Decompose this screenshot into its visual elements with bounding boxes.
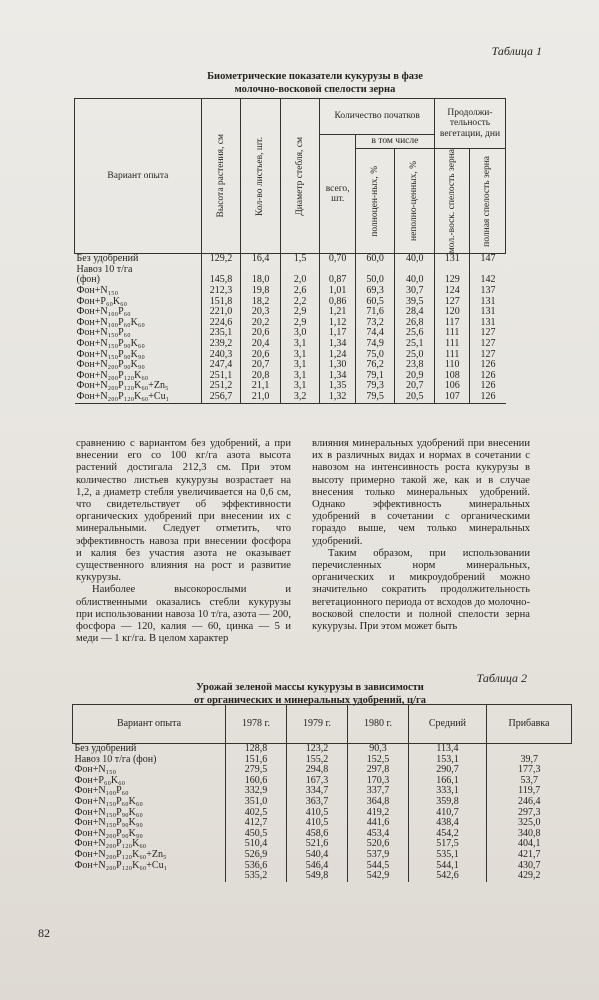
t1-cell-p: 131 bbox=[470, 307, 506, 318]
t1-cell-m: 124 bbox=[434, 286, 469, 297]
t2-cell: 297,3 bbox=[486, 808, 571, 819]
t1-cell-p: 126 bbox=[470, 381, 506, 392]
t1-cell-m: 120 bbox=[434, 307, 469, 318]
t1-row-variant: Фон+N₁₅₀P₆₀ bbox=[76, 327, 131, 339]
t2-row-variant: Фон+N₂₀₀P₁₂₀K₆₀ bbox=[74, 838, 147, 850]
paragraph: Таким образом, при использовании перечисленных норм минеральных, органических и микроудобрений можно значительно сократить продолжительность вегетационного периода от всходов до молочно-восковой спелости и полной спелости зерна кукурузы. При этом может быть bbox=[312, 547, 530, 633]
t2-cell: 544,1 bbox=[409, 861, 487, 872]
t1-row-variant: Фон+N₁₅₀P₉₀K₉₀ bbox=[76, 348, 145, 360]
t1-cell-f: 76,2 bbox=[355, 360, 395, 371]
t1-cell-h: 247,4 bbox=[201, 360, 241, 371]
t1-cell-p: 131 bbox=[470, 297, 506, 308]
t1-row-variant: Фон+N₁₅₀P₉₀K₆₀ bbox=[76, 338, 145, 349]
t1-cell-l: 20,3 bbox=[241, 307, 281, 318]
t1-row-variant: Фон+N₁₀₀P₆₀K₆₀ bbox=[76, 316, 145, 328]
t1-cell-l: 21,0 bbox=[241, 392, 281, 403]
t2-cell: 438,4 bbox=[409, 818, 487, 829]
t1-cell-f: 60,5 bbox=[355, 297, 395, 308]
t1-cell-p: 126 bbox=[470, 371, 506, 382]
t1-header-including: в том числе bbox=[355, 135, 434, 149]
t2-cell: 410,7 bbox=[409, 808, 487, 819]
t2-cell: 404,1 bbox=[486, 839, 571, 850]
t1-cell-m: 111 bbox=[434, 350, 469, 361]
t1-header-height: Высота растения, см bbox=[201, 99, 241, 254]
t2-header-1980: 1980 г. bbox=[348, 705, 409, 744]
t1-cell-h: 235,1 bbox=[201, 328, 241, 339]
t1-cell-i: 25,1 bbox=[395, 339, 435, 350]
table2-yield bbox=[72, 704, 572, 882]
t2-cell: 167,3 bbox=[287, 776, 348, 787]
t1-cell-f: 79,5 bbox=[355, 392, 395, 403]
t1-cell-m: 129 bbox=[434, 275, 469, 286]
t2-cell: 246,4 bbox=[486, 797, 571, 808]
t1-cell-d: 2,2 bbox=[280, 297, 320, 308]
paragraph: влияния минеральных удобрений при внесении их в различных видах и нормах в сочетании с навозом на интенсивность роста кукурузы в высоту примерно такой же, как и в случае внесения только минеральных удобрений. Однако эффективность минеральных удобрений в сочетании с органическими гораздо выше, чем только минеральных удобрений. bbox=[312, 438, 530, 547]
t1-cell-h: 256,7 bbox=[201, 392, 241, 403]
t2-cell: 542,9 bbox=[348, 871, 409, 882]
t1-cell-d: 2,6 bbox=[280, 286, 320, 297]
t1-cell-i: 26,8 bbox=[395, 318, 435, 329]
paragraph: сравнению с вариантом без удобрений, а при внесении его со 100 кг/га азота высота растений достигала 212,3 см. При этом количество листьев кукурузы возрастает на 1,2, а диаметр стебля увеличивается на 0,6 см, что свидетельствует об эффективности органических удобрений при внесении их с минеральными. Следует отметить, что эффективность навоза при внесении фосфора и калия без участия азота не оказывает существенного влияния на рост и развитие кукурузы. bbox=[76, 438, 291, 584]
t1-header-milk: мол.-воск. спелость зерна bbox=[434, 149, 469, 254]
table-row bbox=[75, 265, 506, 276]
t1-cell-d: 3,2 bbox=[280, 392, 320, 403]
t2-cell: 363,7 bbox=[287, 797, 348, 808]
t1-cell-m: 111 bbox=[434, 328, 469, 339]
t2-cell: 535,2 bbox=[226, 871, 287, 882]
table2-caption-line1: Урожай зеленой массы кукурузы в зависимости bbox=[196, 682, 424, 693]
t1-cell-f: 75,0 bbox=[355, 350, 395, 361]
t2-cell: 170,3 bbox=[348, 776, 409, 787]
t1-cell-p: 126 bbox=[470, 392, 506, 403]
t2-cell: 517,5 bbox=[409, 839, 487, 850]
t2-row-variant: Фон+N₁₅₀P₉₀K₉₀ bbox=[74, 817, 143, 829]
t2-cell: 540,4 bbox=[287, 850, 348, 861]
t1-cell-i: 20,5 bbox=[395, 392, 435, 403]
t1-cell-f: 69,3 bbox=[355, 286, 395, 297]
t2-cell: 453,4 bbox=[348, 829, 409, 840]
t1-cell-f: 79,3 bbox=[355, 381, 395, 392]
t1-row-variant: Фон+N₂₀₀P₉₀K₉₀ bbox=[76, 359, 145, 371]
page-number: 82 bbox=[38, 926, 50, 940]
t1-cell-l: 18,2 bbox=[241, 297, 281, 308]
t2-row-variant: Фон+N₂₀₀P₉₀K₉₀ bbox=[74, 827, 143, 839]
t2-cell: 153,1 bbox=[409, 755, 487, 766]
t2-cell: 421,7 bbox=[486, 850, 571, 861]
t1-cell-d: 2,0 bbox=[280, 275, 320, 286]
t1-cell-h: 145,8 bbox=[201, 275, 241, 286]
t2-row-variant: Фон+N₁₅₀P₉₀K₆₀ bbox=[74, 806, 143, 818]
table-row bbox=[73, 871, 572, 882]
t1-header-incomplete: неполно-ценных, % bbox=[395, 149, 435, 254]
t2-cell: 526,9 bbox=[226, 850, 287, 861]
t1-cell-d: 3,1 bbox=[280, 381, 320, 392]
t1-header-variant: Вариант опыта bbox=[75, 99, 202, 254]
t1-cell-d: 3,0 bbox=[280, 328, 320, 339]
t2-cell: 410,5 bbox=[287, 818, 348, 829]
table1-biometric bbox=[74, 98, 506, 404]
t1-cell-l: 20,7 bbox=[241, 360, 281, 371]
t2-cell bbox=[486, 744, 571, 755]
t2-row-variant: Фон+P₆₀K₆₀ bbox=[74, 774, 126, 786]
t1-cell-i: 40,0 bbox=[395, 275, 435, 286]
t2-row-variant: Без удобрений bbox=[74, 743, 137, 754]
t2-cell: 441,6 bbox=[348, 818, 409, 829]
t2-cell: 123,2 bbox=[287, 744, 348, 755]
t2-cell: 128,8 bbox=[226, 744, 287, 755]
t2-cell: 520,6 bbox=[348, 839, 409, 850]
t1-cell-d: 3,1 bbox=[280, 350, 320, 361]
t1-row-variant: (фон) bbox=[76, 274, 100, 286]
t1-cell-p: 142 bbox=[470, 275, 506, 286]
t1-cell-l: 20,2 bbox=[241, 318, 281, 329]
t1-cell-h: 212,3 bbox=[201, 286, 241, 297]
body-text-right bbox=[312, 438, 530, 633]
t1-cell-h: 251,2 bbox=[201, 381, 241, 392]
t1-cell-t: 1,34 bbox=[320, 339, 355, 350]
t1-cell-m: 108 bbox=[434, 371, 469, 382]
t1-cell-i: 40,0 bbox=[395, 254, 435, 265]
t2-row-variant: Навоз 10 т/га (фон) bbox=[74, 753, 157, 765]
t2-header-1978: 1978 г. bbox=[226, 705, 287, 744]
t1-cell-h: 224,6 bbox=[201, 318, 241, 329]
t1-cell-i: 20,9 bbox=[395, 371, 435, 382]
t1-cell-p: 137 bbox=[470, 286, 506, 297]
t2-cell: 152,5 bbox=[348, 755, 409, 766]
t1-cell-f: 60,0 bbox=[355, 254, 395, 265]
t1-cell-m: 110 bbox=[434, 360, 469, 371]
t2-cell: 332,9 bbox=[226, 786, 287, 797]
t1-cell-f: 71,6 bbox=[355, 307, 395, 318]
table-row bbox=[75, 339, 506, 350]
t1-header-total: всего, шт. bbox=[320, 135, 355, 254]
t2-cell: 510,4 bbox=[226, 839, 287, 850]
body-text-left bbox=[76, 438, 291, 645]
t1-cell-f: 79,1 bbox=[355, 371, 395, 382]
t1-cell-t: 0,87 bbox=[320, 275, 355, 286]
t1-header-diameter: Диаметр стебля, см bbox=[280, 99, 320, 254]
t2-cell: 542,6 bbox=[409, 871, 487, 882]
t1-cell-p: 127 bbox=[470, 350, 506, 361]
table-row bbox=[73, 797, 572, 808]
t2-cell: 429,2 bbox=[486, 871, 571, 882]
t1-cell-h: 239,2 bbox=[201, 339, 241, 350]
t2-cell: 419,2 bbox=[348, 808, 409, 819]
t1-cell-f: 74,4 bbox=[355, 328, 395, 339]
t1-cell-p: 147 bbox=[470, 254, 506, 265]
t1-cell-d: 1,5 bbox=[280, 254, 320, 265]
paragraph: Наиболее высокорослыми и облиственными оказались стебли кукурузы при использовании навоза 10 т/га, азота — 200, фосфора — 120, калия — 60, цинка — 5 и меди — 1 кг/га. В целом характер bbox=[76, 584, 291, 645]
t1-cell-d: 2,9 bbox=[280, 307, 320, 318]
t1-row-variant: Фон+N₂₀₀P₁₂₀K₆₀ bbox=[76, 369, 149, 381]
t1-cell-t: 1,01 bbox=[320, 286, 355, 297]
t2-row-variant: Фон+N₁₅₀ bbox=[74, 764, 117, 776]
t1-cell-d: 3,1 bbox=[280, 360, 320, 371]
t2-row-variant: Фон+N₂₀₀P₁₂₀K₆₀+Zn₅ bbox=[74, 848, 167, 860]
t1-header-full-ripe: полная спелость зерна bbox=[470, 149, 506, 254]
t2-header-increase: Прибавка bbox=[486, 705, 571, 744]
t2-header-average: Средний bbox=[409, 705, 487, 744]
table-row bbox=[75, 318, 506, 329]
table-row bbox=[75, 275, 506, 286]
t2-cell: 546,4 bbox=[287, 861, 348, 872]
t1-cell-p: 126 bbox=[470, 360, 506, 371]
t1-cell-l: 21,1 bbox=[241, 381, 281, 392]
t2-cell: 450,5 bbox=[226, 829, 287, 840]
t2-cell: 402,5 bbox=[226, 808, 287, 819]
t2-cell: 113,4 bbox=[409, 744, 487, 755]
t2-cell: 535,1 bbox=[409, 850, 487, 861]
t1-header-cobs: Количество початков bbox=[320, 99, 435, 135]
t1-cell-t: 1,21 bbox=[320, 307, 355, 318]
t2-cell: 537,9 bbox=[348, 850, 409, 861]
t1-cell-p: 127 bbox=[470, 339, 506, 350]
table-row bbox=[75, 254, 506, 265]
t2-cell: 536,6 bbox=[226, 861, 287, 872]
t1-cell-h: 221,0 bbox=[201, 307, 241, 318]
t1-cell-f: 73,2 bbox=[355, 318, 395, 329]
table1-label: Таблица 1 bbox=[491, 44, 542, 58]
t2-cell: 458,6 bbox=[287, 829, 348, 840]
t2-body bbox=[73, 744, 572, 882]
t2-header-variant: Вариант опыта bbox=[73, 705, 226, 744]
t2-cell: 340,8 bbox=[486, 829, 571, 840]
table2-caption-line2: от органических и минеральных удобрений, ц/га bbox=[193, 695, 427, 706]
t2-cell: 279,5 bbox=[226, 765, 287, 776]
t1-cell-i: 25,0 bbox=[395, 350, 435, 361]
t1-cell-i: 23,8 bbox=[395, 360, 435, 371]
t1-cell-h: 129,2 bbox=[201, 254, 241, 265]
t2-cell: 160,6 bbox=[226, 776, 287, 787]
table-row bbox=[75, 297, 506, 308]
t1-row-variant: Фон+N₂₀₀P₁₂₀K₆₀+Zn₅ bbox=[76, 380, 169, 392]
table-row bbox=[75, 392, 506, 403]
table-row bbox=[73, 850, 572, 861]
t1-cell-t: 1,12 bbox=[320, 318, 355, 329]
t1-cell-t: 1,17 bbox=[320, 328, 355, 339]
table1-caption-line1: Биометрические показатели кукурузы в фазе bbox=[207, 71, 423, 82]
t1-cell-l: 20,4 bbox=[241, 339, 281, 350]
t2-cell: 364,8 bbox=[348, 797, 409, 808]
t1-body bbox=[75, 254, 506, 403]
t1-header-full: полноцен-ных, % bbox=[355, 149, 395, 254]
t1-cell-m: 106 bbox=[434, 381, 469, 392]
t1-cell-d: 3,1 bbox=[280, 371, 320, 382]
t1-row-variant: Фон+P₆₀K₆₀ bbox=[76, 295, 128, 307]
t1-cell-i: 39,5 bbox=[395, 297, 435, 308]
t2-cell: 549,8 bbox=[287, 871, 348, 882]
t2-cell: 544,5 bbox=[348, 861, 409, 872]
t2-cell: 53,7 bbox=[486, 776, 571, 787]
t2-row-variant bbox=[73, 871, 226, 882]
t1-cell-t: 1,32 bbox=[320, 392, 355, 403]
t2-cell: 294,8 bbox=[287, 765, 348, 776]
t1-cell-m: 117 bbox=[434, 318, 469, 329]
t2-cell: 454,2 bbox=[409, 829, 487, 840]
t1-row-variant: Фон+N₁₀₀P₆₀ bbox=[76, 306, 131, 318]
t2-cell: 351,0 bbox=[226, 797, 287, 808]
t2-header-1979: 1979 г. bbox=[287, 705, 348, 744]
t1-cell-i: 25,6 bbox=[395, 328, 435, 339]
table-row bbox=[73, 744, 572, 755]
t1-cell-i: 28,4 bbox=[395, 307, 435, 318]
t2-row-variant: Фон+N₁₅₀P₆₀K₆₀ bbox=[74, 795, 143, 807]
t1-cell-m: 111 bbox=[434, 339, 469, 350]
t1-cell-f: 50,0 bbox=[355, 275, 395, 286]
t2-cell: 290,7 bbox=[409, 765, 487, 776]
t1-cell-d: 2,9 bbox=[280, 318, 320, 329]
t1-cell-p: 127 bbox=[470, 328, 506, 339]
t1-cell-l: 16,4 bbox=[241, 254, 281, 265]
t2-cell: 410,5 bbox=[287, 808, 348, 819]
t1-cell-h: 240,3 bbox=[201, 350, 241, 361]
t1-cell-t: 0,86 bbox=[320, 297, 355, 308]
t1-cell-m: 127 bbox=[434, 297, 469, 308]
table2-label: Таблица 2 bbox=[476, 671, 527, 685]
t2-cell: 119,7 bbox=[486, 786, 571, 797]
t2-cell: 412,7 bbox=[226, 818, 287, 829]
t1-cell-l: 20,8 bbox=[241, 371, 281, 382]
t1-row-variant: Фон+N₁₅₀ bbox=[76, 285, 119, 297]
t2-cell: 325,0 bbox=[486, 818, 571, 829]
t2-cell: 521,6 bbox=[287, 839, 348, 850]
t1-row-variant: Без удобрений bbox=[76, 253, 139, 265]
t1-cell-h: 251,1 bbox=[201, 371, 241, 382]
t1-cell-p: 131 bbox=[470, 318, 506, 329]
t1-row-variant: Фон+N₂₀₀P₁₂₀K₆₀+Cu₁ bbox=[75, 392, 202, 403]
t2-cell: 39,7 bbox=[486, 755, 571, 766]
t2-cell: 337,7 bbox=[348, 786, 409, 797]
t1-cell-t: 1,24 bbox=[320, 350, 355, 361]
t1-cell-h: 151,8 bbox=[201, 297, 241, 308]
t2-cell: 334,7 bbox=[287, 786, 348, 797]
t2-row-variant: Фон+N₁₀₀P₆₀ bbox=[74, 785, 129, 797]
t1-cell-t: 1,35 bbox=[320, 381, 355, 392]
table1-caption bbox=[140, 70, 490, 96]
t2-row-variant: Фон+N₂₀₀P₁₂₀K₆₀+Cu₁ bbox=[74, 859, 168, 871]
t2-cell: 333,1 bbox=[409, 786, 487, 797]
t2-cell: 297,8 bbox=[348, 765, 409, 776]
t2-cell: 166,1 bbox=[409, 776, 487, 787]
t1-cell-i: 20,7 bbox=[395, 381, 435, 392]
t1-header-leaves: Кол-во листьев, шт. bbox=[241, 99, 281, 254]
table-row bbox=[75, 286, 506, 297]
t1-cell-t: 1,30 bbox=[320, 360, 355, 371]
t1-cell-l: 18,0 bbox=[241, 275, 281, 286]
t1-cell-d: 3,1 bbox=[280, 339, 320, 350]
t1-header-duration: Продолжи-тельность вегетации, дни bbox=[434, 99, 505, 149]
t1-cell-t: 0,70 bbox=[320, 254, 355, 265]
table1-caption-line2: молочно-восковой спелости зерна bbox=[234, 84, 396, 95]
t1-cell-l: 19,8 bbox=[241, 286, 281, 297]
t1-cell-f: 74,9 bbox=[355, 339, 395, 350]
t1-cell-i: 30,7 bbox=[395, 286, 435, 297]
t2-cell: 359,8 bbox=[409, 797, 487, 808]
t2-cell: 151,6 bbox=[226, 755, 287, 766]
t1-row-variant: Навоз 10 т/га bbox=[76, 263, 133, 275]
t2-cell: 90,3 bbox=[348, 744, 409, 755]
t1-cell-l: 20,6 bbox=[241, 350, 281, 361]
t1-cell-l: 20,6 bbox=[241, 328, 281, 339]
t2-cell: 430,7 bbox=[486, 861, 571, 872]
t1-cell-t: 1,34 bbox=[320, 371, 355, 382]
t2-cell: 155,2 bbox=[287, 755, 348, 766]
t1-cell-m: 107 bbox=[434, 392, 469, 403]
t1-cell-m: 131 bbox=[434, 254, 469, 265]
t2-cell: 177,3 bbox=[486, 765, 571, 776]
